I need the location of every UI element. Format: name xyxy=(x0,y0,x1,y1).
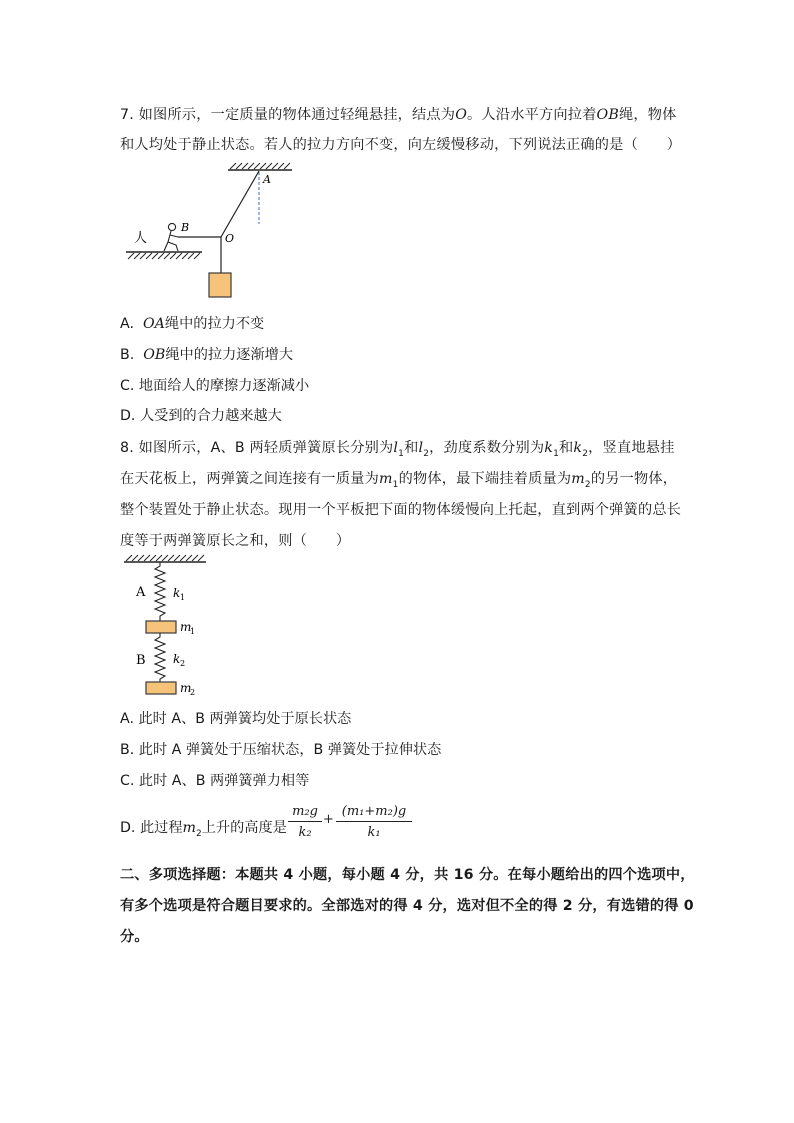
q7-option-b-var: OB xyxy=(143,347,166,363)
q8-stem-line-4: 度等于两弹簧原长之和，则（ ） xyxy=(120,533,351,549)
fraction-1 xyxy=(288,802,322,842)
q8-text-f: 的另一物体， xyxy=(590,471,678,487)
q8-block-m1 xyxy=(146,621,176,633)
q8-label-k1-sub: 1 xyxy=(180,593,186,602)
q7-stem-line-2: 和人均处于静止状态。若人的拉力方向不变，向左缓慢移动，下列说法正确的是（ ） xyxy=(120,137,682,153)
q8-option-a: A. 此时 A、B 两弹簧均处于原长状态 xyxy=(120,711,352,727)
q7-ceiling-hatch xyxy=(230,163,290,169)
q8-stem-line-3: 整个装置处于静止状态。现用一个平板把下面的物体缓慢向上托起，直到两个弹簧的总长 xyxy=(120,502,682,518)
q8-label-k2: k xyxy=(173,652,181,666)
q8-var-l1-sub: 1 xyxy=(398,448,405,459)
q8-text-a: 8. 如图所示，A、B 两轻质弹簧原长分别为 xyxy=(120,440,394,456)
q7-stem-line-1 xyxy=(120,104,677,124)
q8-stem-line-2 xyxy=(120,468,677,490)
q8-label-m1: m xyxy=(180,620,192,634)
q7-option-a-prefix: A. xyxy=(120,316,134,332)
q7-text-a: 7. 如图所示，一定质量的物体通过轻绳悬挂，结点为 xyxy=(120,107,456,123)
q8-label-k2-sub: 2 xyxy=(180,659,186,668)
q8-var-m2: m xyxy=(571,471,585,487)
q8-ceiling-hatch xyxy=(126,555,204,561)
fraction-1-numerator: m₂g xyxy=(292,804,318,819)
q8-figure xyxy=(120,552,220,700)
q8-text-c: ，竖直地悬挂 xyxy=(588,440,675,456)
q8-text-d: 在天花板上，两弹簧之间连接有一质量为 xyxy=(120,471,379,487)
q7-option-b-prefix: B. xyxy=(120,347,135,363)
q8-spring-A xyxy=(155,562,165,621)
q7-option-b-text: 绳中的拉力逐渐增大 xyxy=(165,347,294,363)
fraction-2-denominator: k₁ xyxy=(367,825,381,840)
q7-option-d: D. 人受到的合力越来越大 xyxy=(120,408,282,424)
q8-var-k2-sub: 2 xyxy=(582,448,589,459)
section2-heading-line-1: 二、多项选择题：本题共 4 小题，每小题 4 分，共 16 分。在每小题给出的四个选项中， xyxy=(120,867,695,883)
q7-label-B: B xyxy=(181,221,190,234)
q8-var-m1-sub: 1 xyxy=(392,479,399,490)
q7-figure xyxy=(120,160,310,302)
fraction-2-numerator: (m₁+m₂)g xyxy=(341,804,407,819)
q8-option-d-var-sub: 2 xyxy=(195,828,202,839)
q8-label-k1: k xyxy=(173,586,181,600)
q8-label-B: B xyxy=(136,653,146,668)
q8-var-k2: k xyxy=(573,440,583,456)
q7-person-icon xyxy=(164,223,178,251)
q8-label-A: A xyxy=(136,585,146,600)
q8-label-m1-sub: 1 xyxy=(190,627,196,636)
q8-option-d-var: m xyxy=(182,820,196,836)
q7-rope-OA xyxy=(221,171,259,237)
q8-var-k1-sub: 1 xyxy=(553,448,560,459)
q8-stem-line-1 xyxy=(120,437,675,459)
q7-option-a-text: 绳中的拉力不变 xyxy=(164,316,265,332)
section2-heading-line-3: 分。 xyxy=(120,929,149,945)
q7-text-b: 。人沿水平方向拉着 xyxy=(467,107,597,123)
q8-option-b: B. 此时 A 弹簧处于压缩状态，B 弹簧处于拉伸状态 xyxy=(120,742,442,758)
q8-spring-B xyxy=(155,633,165,682)
q8-var-l2: l xyxy=(418,440,424,456)
q7-text-c: 绳，物体 xyxy=(619,107,677,123)
q7-option-c: C. 地面给人的摩擦力逐渐减小 xyxy=(120,378,310,394)
q8-text-b: ，劲度系数分别为 xyxy=(429,440,545,456)
q8-block-m2 xyxy=(146,682,176,694)
q7-ground-hatch xyxy=(128,253,200,259)
q8-var-l2-sub: 2 xyxy=(423,448,430,459)
q8-option-d-text2: 上升的高度是 xyxy=(201,820,287,836)
q7-option-a-var: OA xyxy=(143,316,165,332)
q8-var-l1: l xyxy=(393,440,399,456)
q7-label-A: A xyxy=(263,173,271,186)
fraction-2 xyxy=(336,802,412,842)
q8-var-m1: m xyxy=(378,471,393,487)
q7-option-a xyxy=(120,313,264,333)
q7-block xyxy=(209,273,231,297)
q8-and-2: 和 xyxy=(559,440,574,456)
q8-and-1: 和 xyxy=(404,440,419,456)
fraction-1-denominator: k₂ xyxy=(298,825,312,840)
q8-label-m2: m xyxy=(180,681,192,695)
q8-var-m2-sub: 2 xyxy=(584,479,591,490)
q8-option-d xyxy=(120,817,287,839)
q7-label-O: O xyxy=(225,232,235,245)
q8-option-d-text: D. 此过程 xyxy=(120,820,183,836)
q8-label-m2-sub: 2 xyxy=(190,688,196,697)
q7-label-person: 人 xyxy=(134,231,148,246)
q8-option-c: C. 此时 A、B 两弹簧弹力相等 xyxy=(120,773,310,789)
section2-heading-line-2: 有多个选项是符合题目要求的。全部选对的得 4 分，选对但不全的得 2 分，有选错的得 0 xyxy=(120,898,694,914)
q7-var-O: O xyxy=(455,107,468,123)
q8-text-e: 的物体，最下端挂着质量为 xyxy=(398,471,572,487)
q7-option-b xyxy=(120,344,293,364)
q8-var-k1: k xyxy=(544,440,554,456)
q7-var-OB: OB xyxy=(596,107,619,123)
formula-plus: + xyxy=(323,812,334,827)
